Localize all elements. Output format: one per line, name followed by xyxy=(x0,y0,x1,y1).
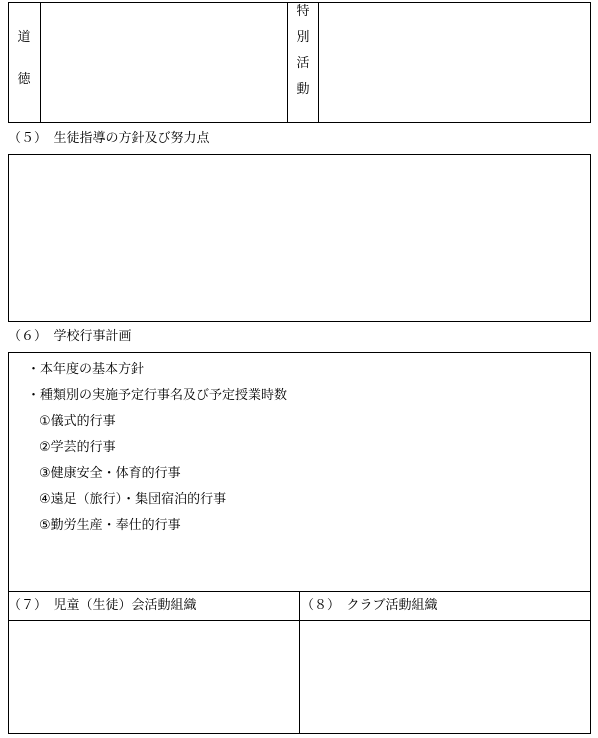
section7-8-header-separator xyxy=(8,620,591,621)
section6-bullet-event-types: ・種類別の実施予定行事名及び予定授業時数 xyxy=(27,388,288,403)
section7-header: （７） 児童（生徒）会活動組織 xyxy=(8,598,197,613)
section6-item-excursion: ④遠足（旅行）・集団宿泊的行事 xyxy=(39,492,227,507)
moral-label-char-1: 道 xyxy=(17,30,31,45)
section6-item-ceremonial: ①儀式的行事 xyxy=(39,414,116,429)
moral-label-divider xyxy=(40,2,41,123)
special-activity-char-4: 動 xyxy=(296,82,310,97)
section6-header: （６） 学校行事計画 xyxy=(8,329,132,344)
section5-header: （５） 生徒指導の方針及び努力点 xyxy=(8,131,210,146)
special-activity-char-1: 特 xyxy=(296,4,310,19)
special-activity-right-divider xyxy=(318,2,319,123)
special-activity-char-2: 別 xyxy=(296,30,310,45)
section6-item-cultural: ②学芸的行事 xyxy=(39,440,116,455)
section6-bullet-basic-policy: ・本年度の基本方針 xyxy=(27,362,145,377)
section8-header: （８） クラブ活動組織 xyxy=(301,598,438,613)
section5-content-box xyxy=(8,154,591,322)
special-activity-char-3: 活 xyxy=(296,56,310,71)
section6-item-labor-service: ⑤勤労生産・奉仕的行事 xyxy=(39,518,181,533)
moral-label xyxy=(8,31,40,86)
section7-8-divider xyxy=(299,591,300,734)
special-activity-label xyxy=(288,5,318,96)
moral-label-char-2: 徳 xyxy=(17,72,31,87)
section6-item-health-safety: ③健康安全・体育的行事 xyxy=(39,466,181,481)
